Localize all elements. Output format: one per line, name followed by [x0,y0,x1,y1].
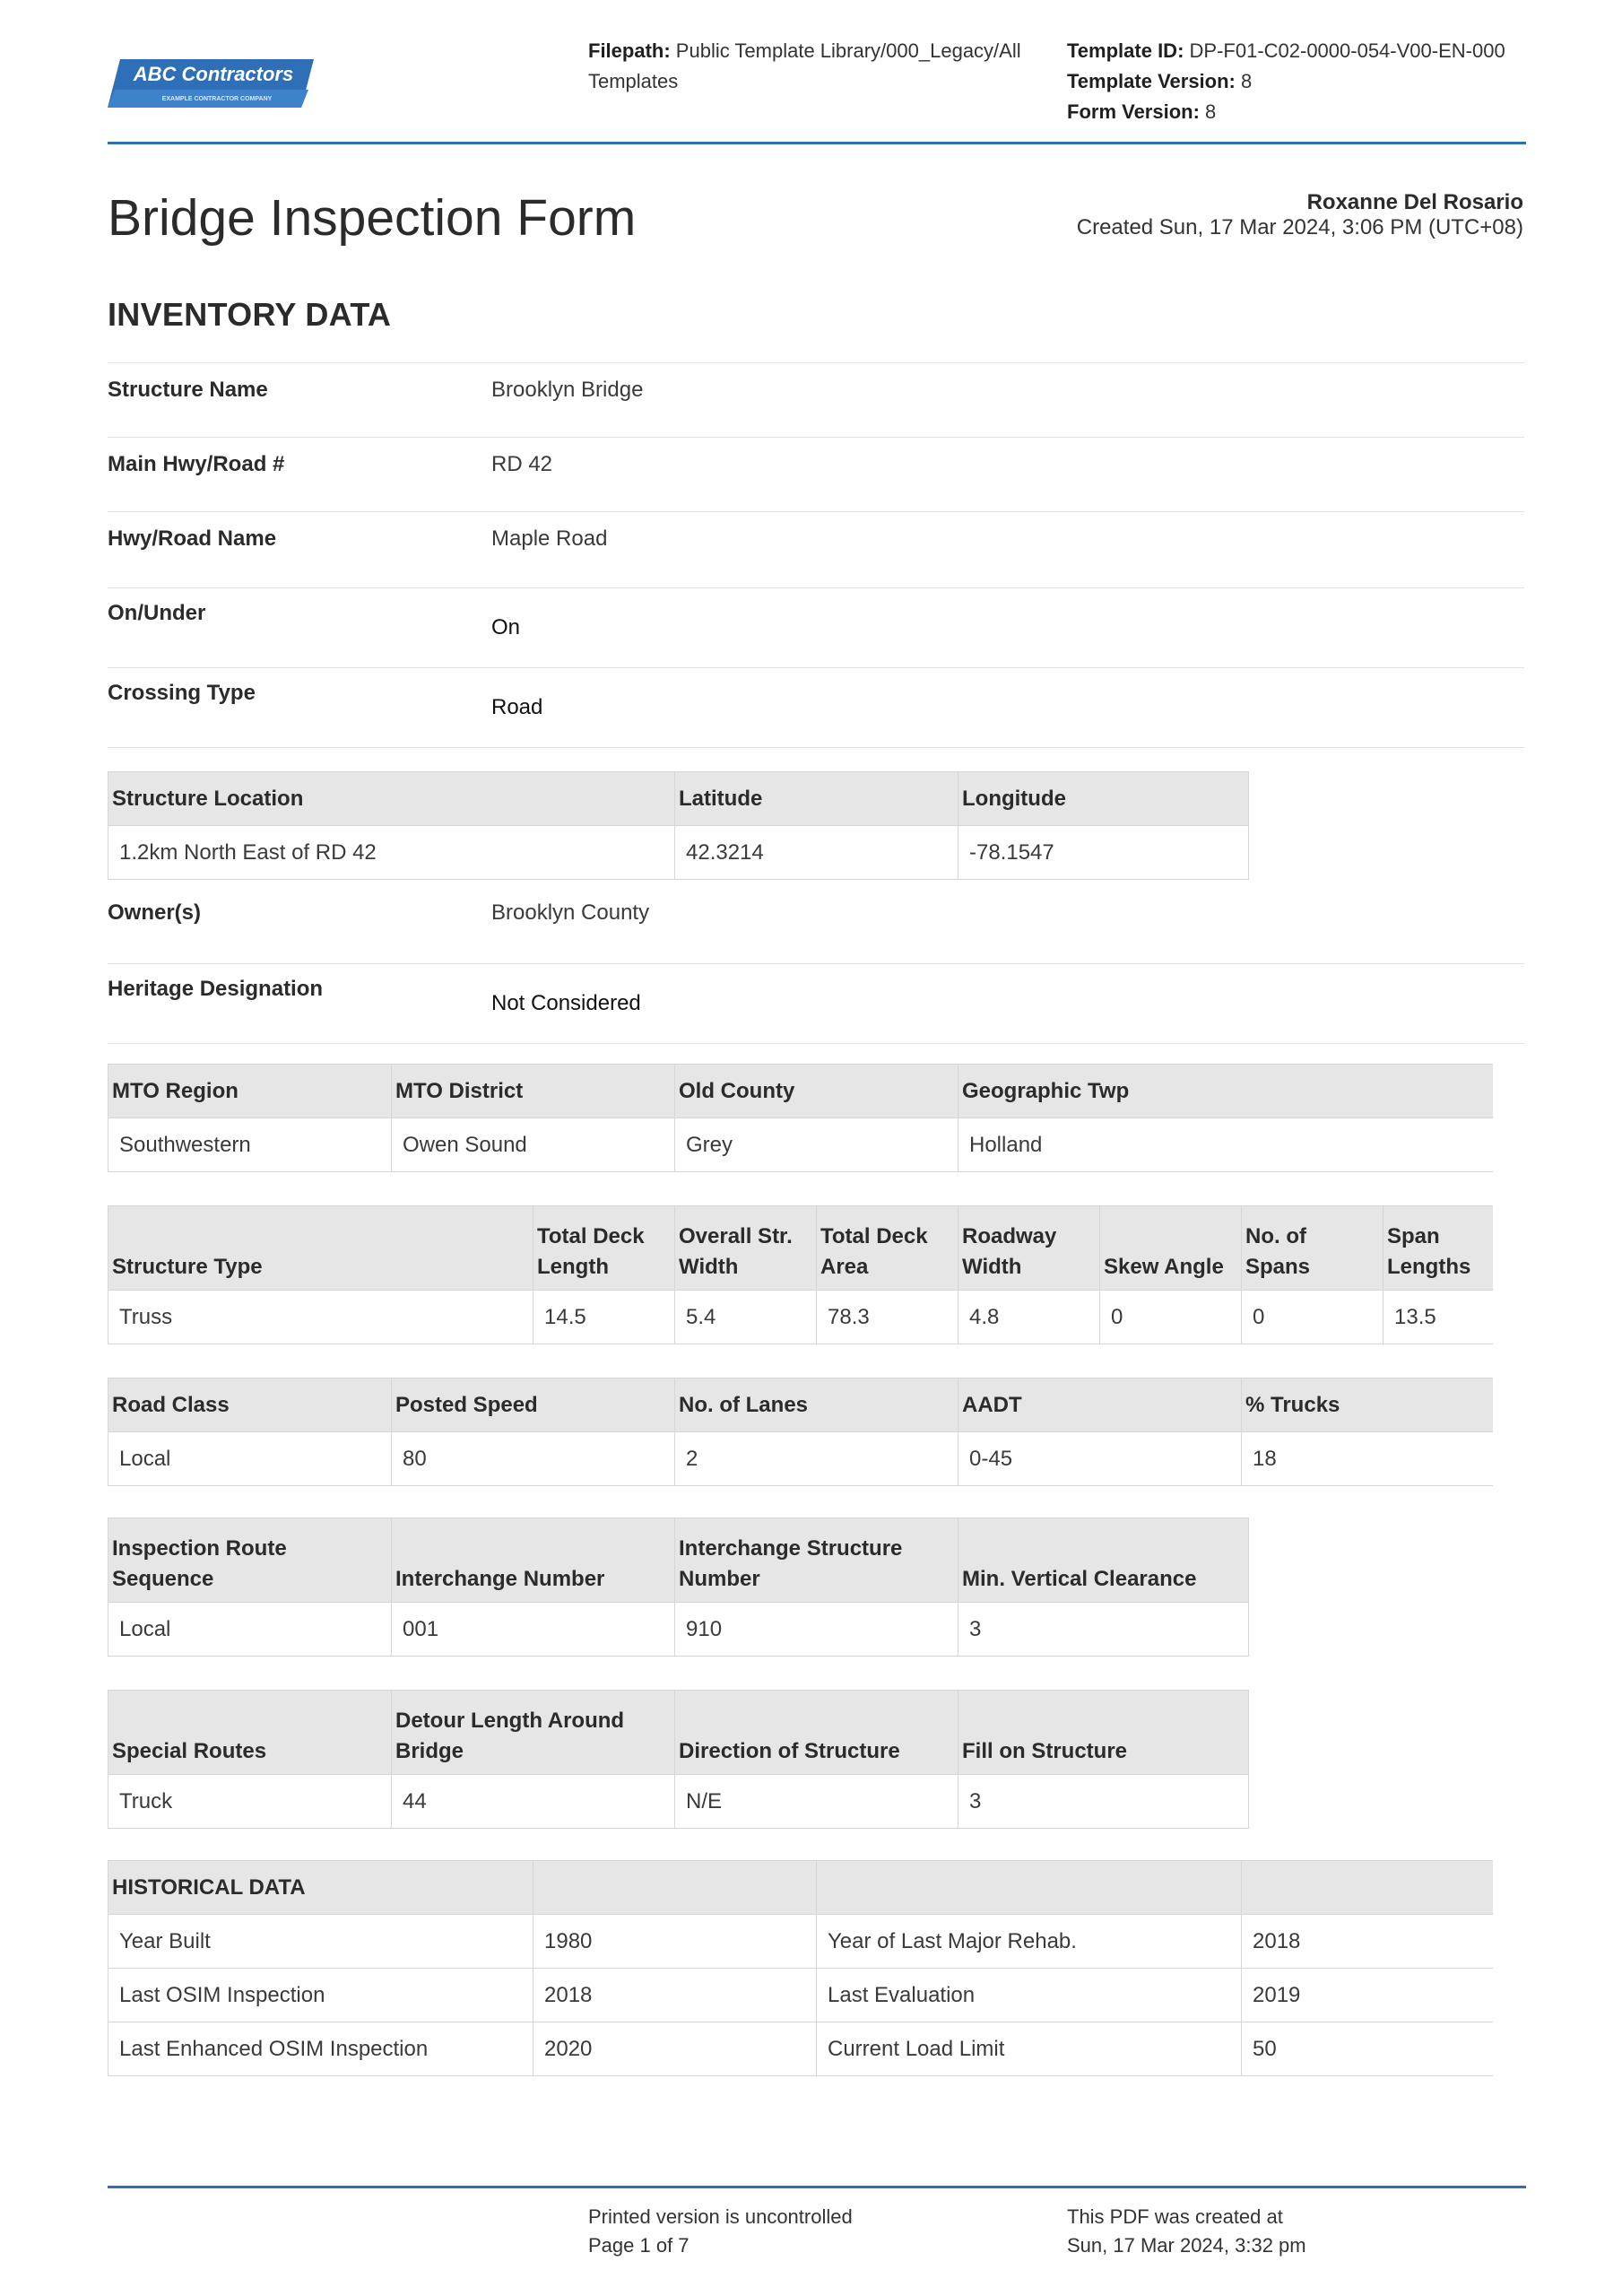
table-cell: Truck [108,1775,392,1829]
template-id-value: DP-F01-C02-0000-054-V00-EN-000 [1189,39,1505,62]
table-row [108,1118,1493,1172]
table-header-cell: Direction of Structure [675,1691,958,1775]
table-cell: Truss [108,1291,533,1344]
field-value: Maple Road [491,526,608,551]
table-header-cell: Latitude [675,772,958,826]
route-table [108,1518,1249,1657]
field-value: Brooklyn County [491,900,650,925]
table-cell: Local [108,1432,392,1486]
table-cell: 2 [675,1432,958,1486]
table-header-cell: No. of Spans [1242,1206,1383,1291]
table-header-cell: Fill on Structure [958,1691,1249,1775]
table-header-cell: Total Deck Length [533,1206,675,1291]
uncontrolled-notice: Printed version is uncontrolled [588,2205,853,2228]
historical-table [108,1860,1493,2076]
table-cell: N/E [675,1775,958,1829]
field-value: RD 42 [491,452,553,476]
table-header-row [108,1861,1493,1915]
table-cell: 42.3214 [675,826,958,880]
table-header-cell: Structure Type [108,1206,533,1291]
table-header-row [108,772,1249,826]
table-cell: 44 [392,1775,675,1829]
filepath-value: Public Template Library/000_Legacy/All [675,39,1021,62]
table-header-cell: Interchange Number [392,1518,675,1603]
field-value: Not Considered [491,991,641,1015]
field-value: Brooklyn Bridge [491,378,644,402]
field-label: Structure Name [108,378,268,402]
table-header-cell: Total Deck Area [817,1206,958,1291]
table-cell: 78.3 [817,1291,958,1344]
table-header-cell: Skew Angle [1100,1206,1242,1291]
table-header-row [108,1691,1249,1775]
table-header-cell: Geographic Twp [958,1065,1493,1118]
filepath-block [588,36,1054,97]
table-header-cell: AADT [958,1378,1242,1432]
table-row [108,1603,1249,1657]
document-header [108,36,1524,144]
table-cell: 13.5 [1383,1291,1493,1344]
table-header-cell: Special Routes [108,1691,392,1775]
divider [108,1043,1524,1044]
table-cell: 2018 [1242,1915,1493,1969]
table-cell: 1.2km North East of RD 42 [108,826,675,880]
form-version-value: 8 [1205,100,1217,123]
table-cell: 4.8 [958,1291,1100,1344]
template-version-label: Template Version: [1067,70,1236,92]
field-owners [108,888,1524,963]
table-row [108,826,1249,880]
footer-print-info [588,2203,853,2260]
table-header-cell: % Trucks [1242,1378,1493,1432]
table-cell: 5.4 [675,1291,817,1344]
table-cell: 0 [1242,1291,1383,1344]
company-logo [108,54,314,113]
table-cell: Year of Last Major Rehab. [817,1915,1242,1969]
table-row [108,1775,1249,1829]
table-header-cell: Roadway Width [958,1206,1100,1291]
field-crossing-type [108,667,1524,747]
table-header-cell: Span Lengths [1383,1206,1493,1291]
table-cell: 14.5 [533,1291,675,1344]
table-cell: 001 [392,1603,675,1657]
road-table [108,1378,1493,1486]
table-cell: Last Evaluation [817,1969,1242,2022]
field-value: Road [491,695,543,719]
table-header-row [108,1065,1493,1118]
location-table [108,771,1249,880]
table-cell: 910 [675,1603,958,1657]
table-header-row [108,1518,1249,1603]
table-header-cell: No. of Lanes [675,1378,958,1432]
field-value: On [491,615,521,639]
table-header-cell: Posted Speed [392,1378,675,1432]
section-title-inventory: INVENTORY DATA [108,296,392,333]
table-header-cell: Longitude [958,772,1249,826]
template-info-block [1067,36,1533,127]
inventory-fields-b [108,888,1524,1044]
table-cell: 2020 [533,2022,817,2076]
table-header-cell: Inspection Route Sequence [108,1518,392,1603]
table-header-cell: MTO District [392,1065,675,1118]
table-title: HISTORICAL DATA [108,1861,533,1915]
table-cell: 1980 [533,1915,817,1969]
created-date: Created Sun, 17 Mar 2024, 3:06 PM (UTC+08) [1076,215,1523,239]
page-title: Bridge Inspection Form [108,189,637,247]
field-on-under [108,587,1524,667]
table-row [108,1969,1493,2022]
table-cell: 2018 [533,1969,817,2022]
field-label: Hwy/Road Name [108,526,277,551]
footer-created-info [1067,2203,1306,2260]
logo-subtext: EXAMPLE CONTRACTOR COMPANY [161,96,273,102]
table-row [108,1432,1493,1486]
table-cell: 3 [958,1775,1249,1829]
table-header-cell: Detour Length Around Bridge [392,1691,675,1775]
table-cell: Last Enhanced OSIM Inspection [108,2022,533,2076]
table-row [108,2022,1493,2076]
filepath-value-cont: Templates [588,70,679,92]
structure-table [108,1205,1493,1344]
table-cell: Owen Sound [392,1118,675,1172]
table-header-cell [1242,1861,1493,1915]
table-cell: Local [108,1603,392,1657]
table-header-cell: Structure Location [108,772,675,826]
field-structure-name [108,362,1524,437]
table-cell: 50 [1242,2022,1493,2076]
table-row [108,1915,1493,1969]
divider [108,747,1524,748]
field-main-hwy [108,437,1524,511]
page-number: Page 1 of 7 [588,2234,690,2257]
table-header-cell [533,1861,817,1915]
table-cell: 18 [1242,1432,1493,1486]
field-label: Main Hwy/Road # [108,452,285,476]
field-label: Owner(s) [108,900,202,925]
template-version-value: 8 [1241,70,1253,92]
special-routes-table [108,1690,1249,1829]
pdf-created-value: Sun, 17 Mar 2024, 3:32 pm [1067,2234,1306,2257]
table-cell: Southwestern [108,1118,392,1172]
table-cell: -78.1547 [958,826,1249,880]
table-cell: Current Load Limit [817,2022,1242,2076]
table-header-cell: Road Class [108,1378,392,1432]
table-cell: Year Built [108,1915,533,1969]
creator-info [1077,190,1523,240]
table-row [108,1291,1493,1344]
table-cell: 0 [1100,1291,1242,1344]
table-cell: Last OSIM Inspection [108,1969,533,2022]
table-cell: 2019 [1242,1969,1493,2022]
table-header-cell: Interchange Structure Number [675,1518,958,1603]
table-header-cell: Old County [675,1065,958,1118]
table-header-cell [817,1861,1242,1915]
header-divider [108,142,1526,144]
field-heritage [108,963,1524,1043]
field-label: Heritage Designation [108,977,324,1001]
table-cell: 3 [958,1603,1249,1657]
table-cell: Holland [958,1118,1493,1172]
field-label: On/Under [108,601,206,625]
table-header-cell: Min. Vertical Clearance [958,1518,1249,1603]
table-header-cell: MTO Region [108,1065,392,1118]
table-cell: 80 [392,1432,675,1486]
template-id-label: Template ID: [1067,39,1184,62]
form-version-label: Form Version: [1067,100,1200,123]
field-hwy-name [108,511,1524,587]
logo-text: ABC Contractors [133,63,294,85]
table-cell: Grey [675,1118,958,1172]
footer-divider [108,2186,1526,2188]
table-header-cell: Overall Str. Width [675,1206,817,1291]
author-name: Roxanne Del Rosario [1306,190,1523,214]
field-label: Crossing Type [108,681,256,705]
table-header-row [108,1206,1493,1291]
inventory-fields-a [108,362,1524,748]
filepath-label: Filepath: [588,39,671,62]
table-cell: 0-45 [958,1432,1242,1486]
region-table [108,1064,1493,1172]
table-header-row [108,1378,1493,1432]
pdf-created-label: This PDF was created at [1067,2205,1283,2228]
